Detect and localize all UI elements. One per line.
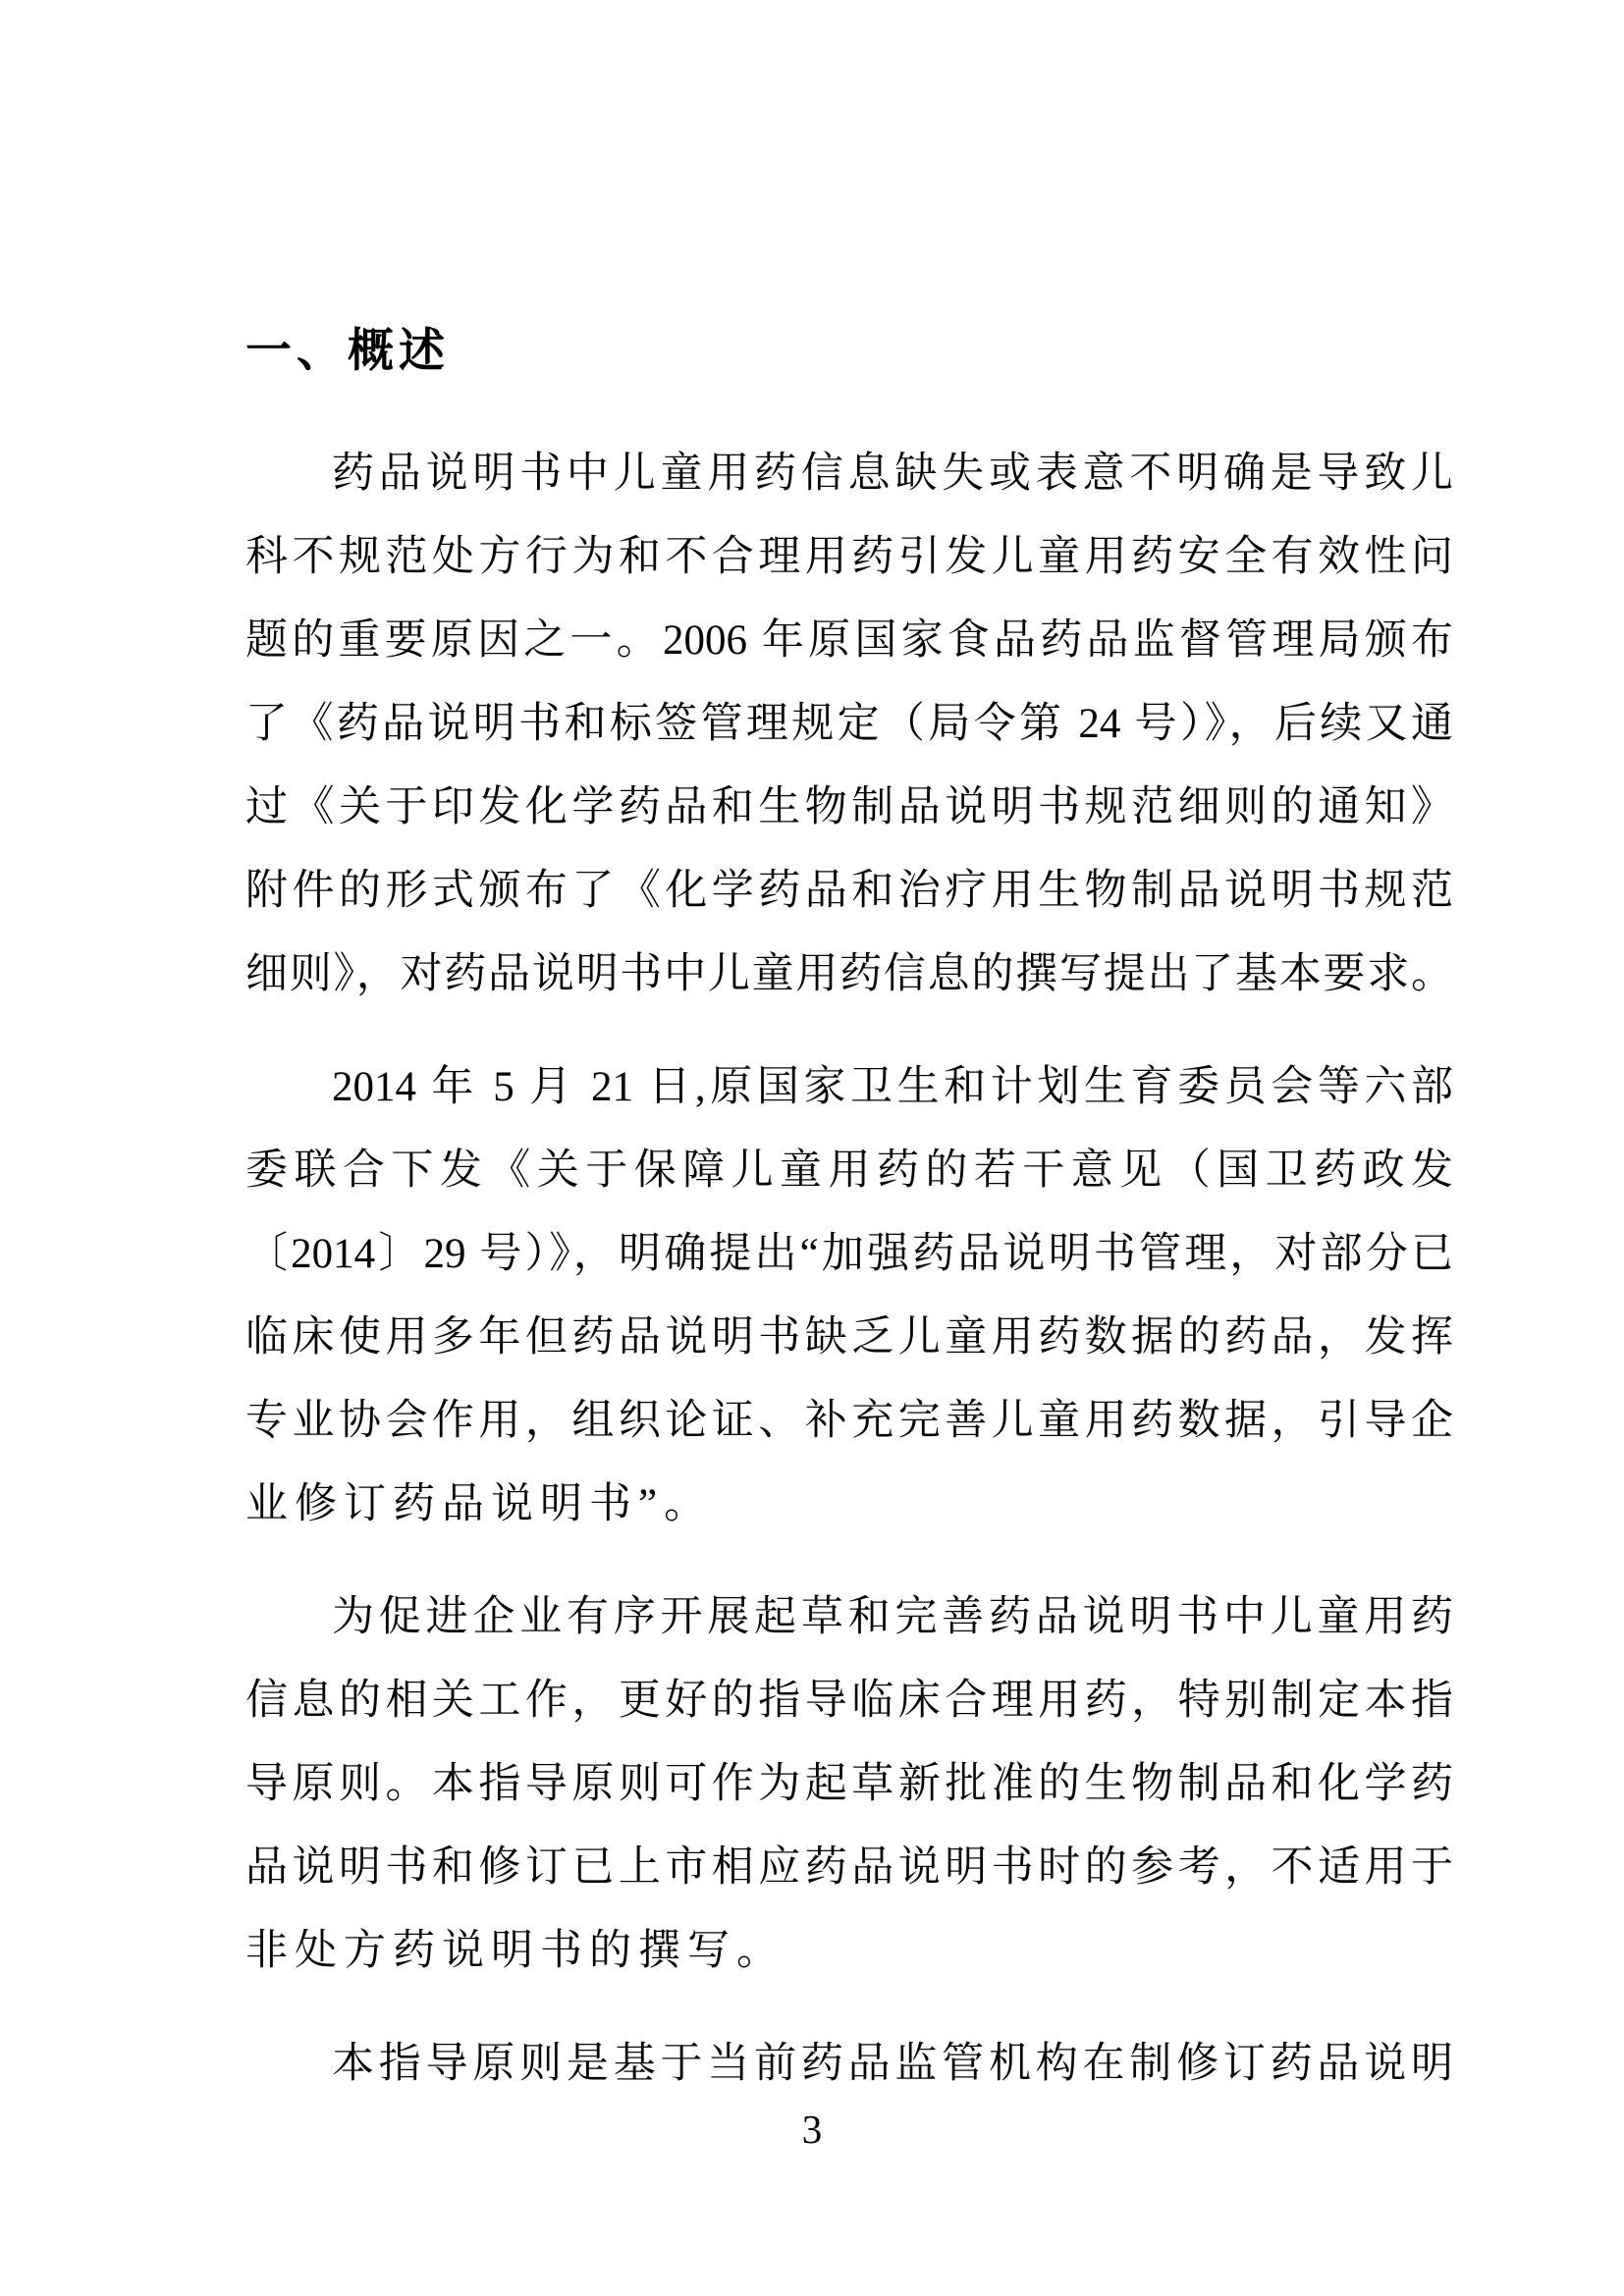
text-line: 题的重要原因之一。2006 年原国家食品药品监督管理局颁布 [245, 617, 1453, 664]
text-line: 专业协会作用，组织论证、补充完善儿童用药数据，引导企 [245, 1398, 1453, 1444]
paragraph-2 [245, 1045, 1453, 1546]
text-block [245, 0, 1453, 2159]
paragraph-4 [245, 2022, 1453, 2106]
paragraph-3 [245, 1575, 1453, 1993]
page-number: 3 [801, 2107, 823, 2152]
text-line: 信息的相关工作，更好的指导临床合理用药，特别制定本指 [245, 1678, 1453, 1724]
text-line: 临床使用多年但药品说明书缺乏儿童用药数据的药品，发挥 [245, 1314, 1453, 1361]
text-line: 2014 年 5 月 21 日,原国家卫生和计划生育委员会等六部 [332, 1064, 1453, 1110]
text-line: 非处方药说明书的撰写。 [245, 1928, 785, 1974]
text-line: 品说明书和修订已上市相应药品说明书时的参考，不适用于 [245, 1844, 1453, 1891]
text-line: 本指导原则是基于当前药品监管机构在制修订药品说明 [332, 2041, 1453, 2087]
text-line: 〔2014〕29 号）》，明确提出“加强药品说明书管理，对部分已 [245, 1231, 1453, 1277]
text-line: 导原则。本指导原则可作为起草新批准的生物制品和化学药 [245, 1761, 1453, 1807]
text-line: 了《药品说明书和标签管理规定（局令第 24 号）》，后续又通 [245, 701, 1453, 747]
text-line: 委联合下发《关于保障儿童用药的若干意见（国卫药政发 [245, 1148, 1453, 1194]
text-line: 过《关于印发化学药品和生物制品说明书规范细则的通知》 [245, 784, 1453, 830]
text-line: 业修订药品说明书”。 [245, 1481, 714, 1527]
section-heading: 一、概述 [245, 324, 450, 376]
text-line: 药品说明书中儿童用药信息缺失或表意不明确是导致儿 [332, 451, 1453, 497]
text-line: 为促进企业有序开展起草和完善药品说明书中儿童用药 [332, 1594, 1453, 1640]
text-line: 附件的形式颁布了《化学药品和治疗用生物制品说明书规范 [245, 868, 1453, 914]
text-line: 科不规范处方行为和不合理用药引发儿童用药安全有效性问 [245, 534, 1453, 580]
text-line: 细则》，对药品说明书中儿童用药信息的撰写提出了基本要求。 [245, 951, 1453, 997]
paragraph-1 [245, 432, 1453, 1016]
